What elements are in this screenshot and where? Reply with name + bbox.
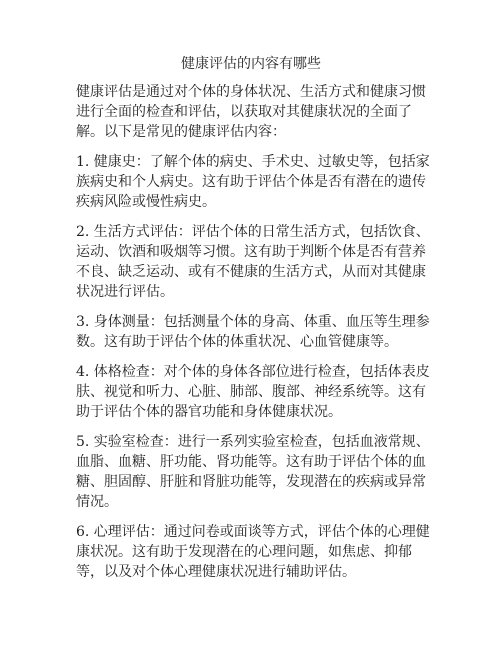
intro-paragraph: 健康评估是通过对个体的身体状况、生活方式和健康习惯进行全面的检查和评估，以获取对其健康状况的全面了解。以下是常见的健康评估内容： <box>76 84 426 140</box>
item-paragraph-1: 1. 健康史：了解个体的病史、手术史、过敏史等，包括家族病史和个人病史。这有助于评估个体是否有潜在的遗传疾病风险或慢性病史。 <box>76 154 430 210</box>
item-paragraph-6: 6. 心理评估：通过问卷或面谈等方式，评估个体的心理健康状况。这有助于发现潜在的心理问题，如焦虑、抑郁等，以及对个体心理健康状况进行辅助评估。 <box>76 524 430 580</box>
item-paragraph-5: 5. 实验室检查：进行一系列实验室检查，包括血液常规、血脂、血糖、肝功能、肾功能等。这有助于评估个体的血糖、胆固醇、肝脏和肾脏功能等，发现潜在的疾病或异常情况。 <box>76 434 430 510</box>
item-paragraph-4: 4. 体格检查：对个体的身体各部位进行检查，包括体表皮肤、视觉和听力、心脏、肺部、腹部、神经系统等。这有助于评估个体的器官功能和身体健康状况。 <box>76 364 430 420</box>
document-body <box>76 82 432 592</box>
item-paragraph-2: 2. 生活方式评估：评估个体的日常生活方式，包括饮食、运动、饮酒和吸烟等习惯。这有助于判断个体是否有营养不良、缺乏运动、或有不健康的生活方式，从而对其健康状况进行评估。 <box>76 224 430 300</box>
document-title: 健康评估的内容有哪些 <box>181 56 321 72</box>
item-paragraph-3: 3. 身体测量：包括测量个体的身高、体重、血压等生理参数。这有助于评估个体的体重状况、心血管健康等。 <box>76 314 430 350</box>
